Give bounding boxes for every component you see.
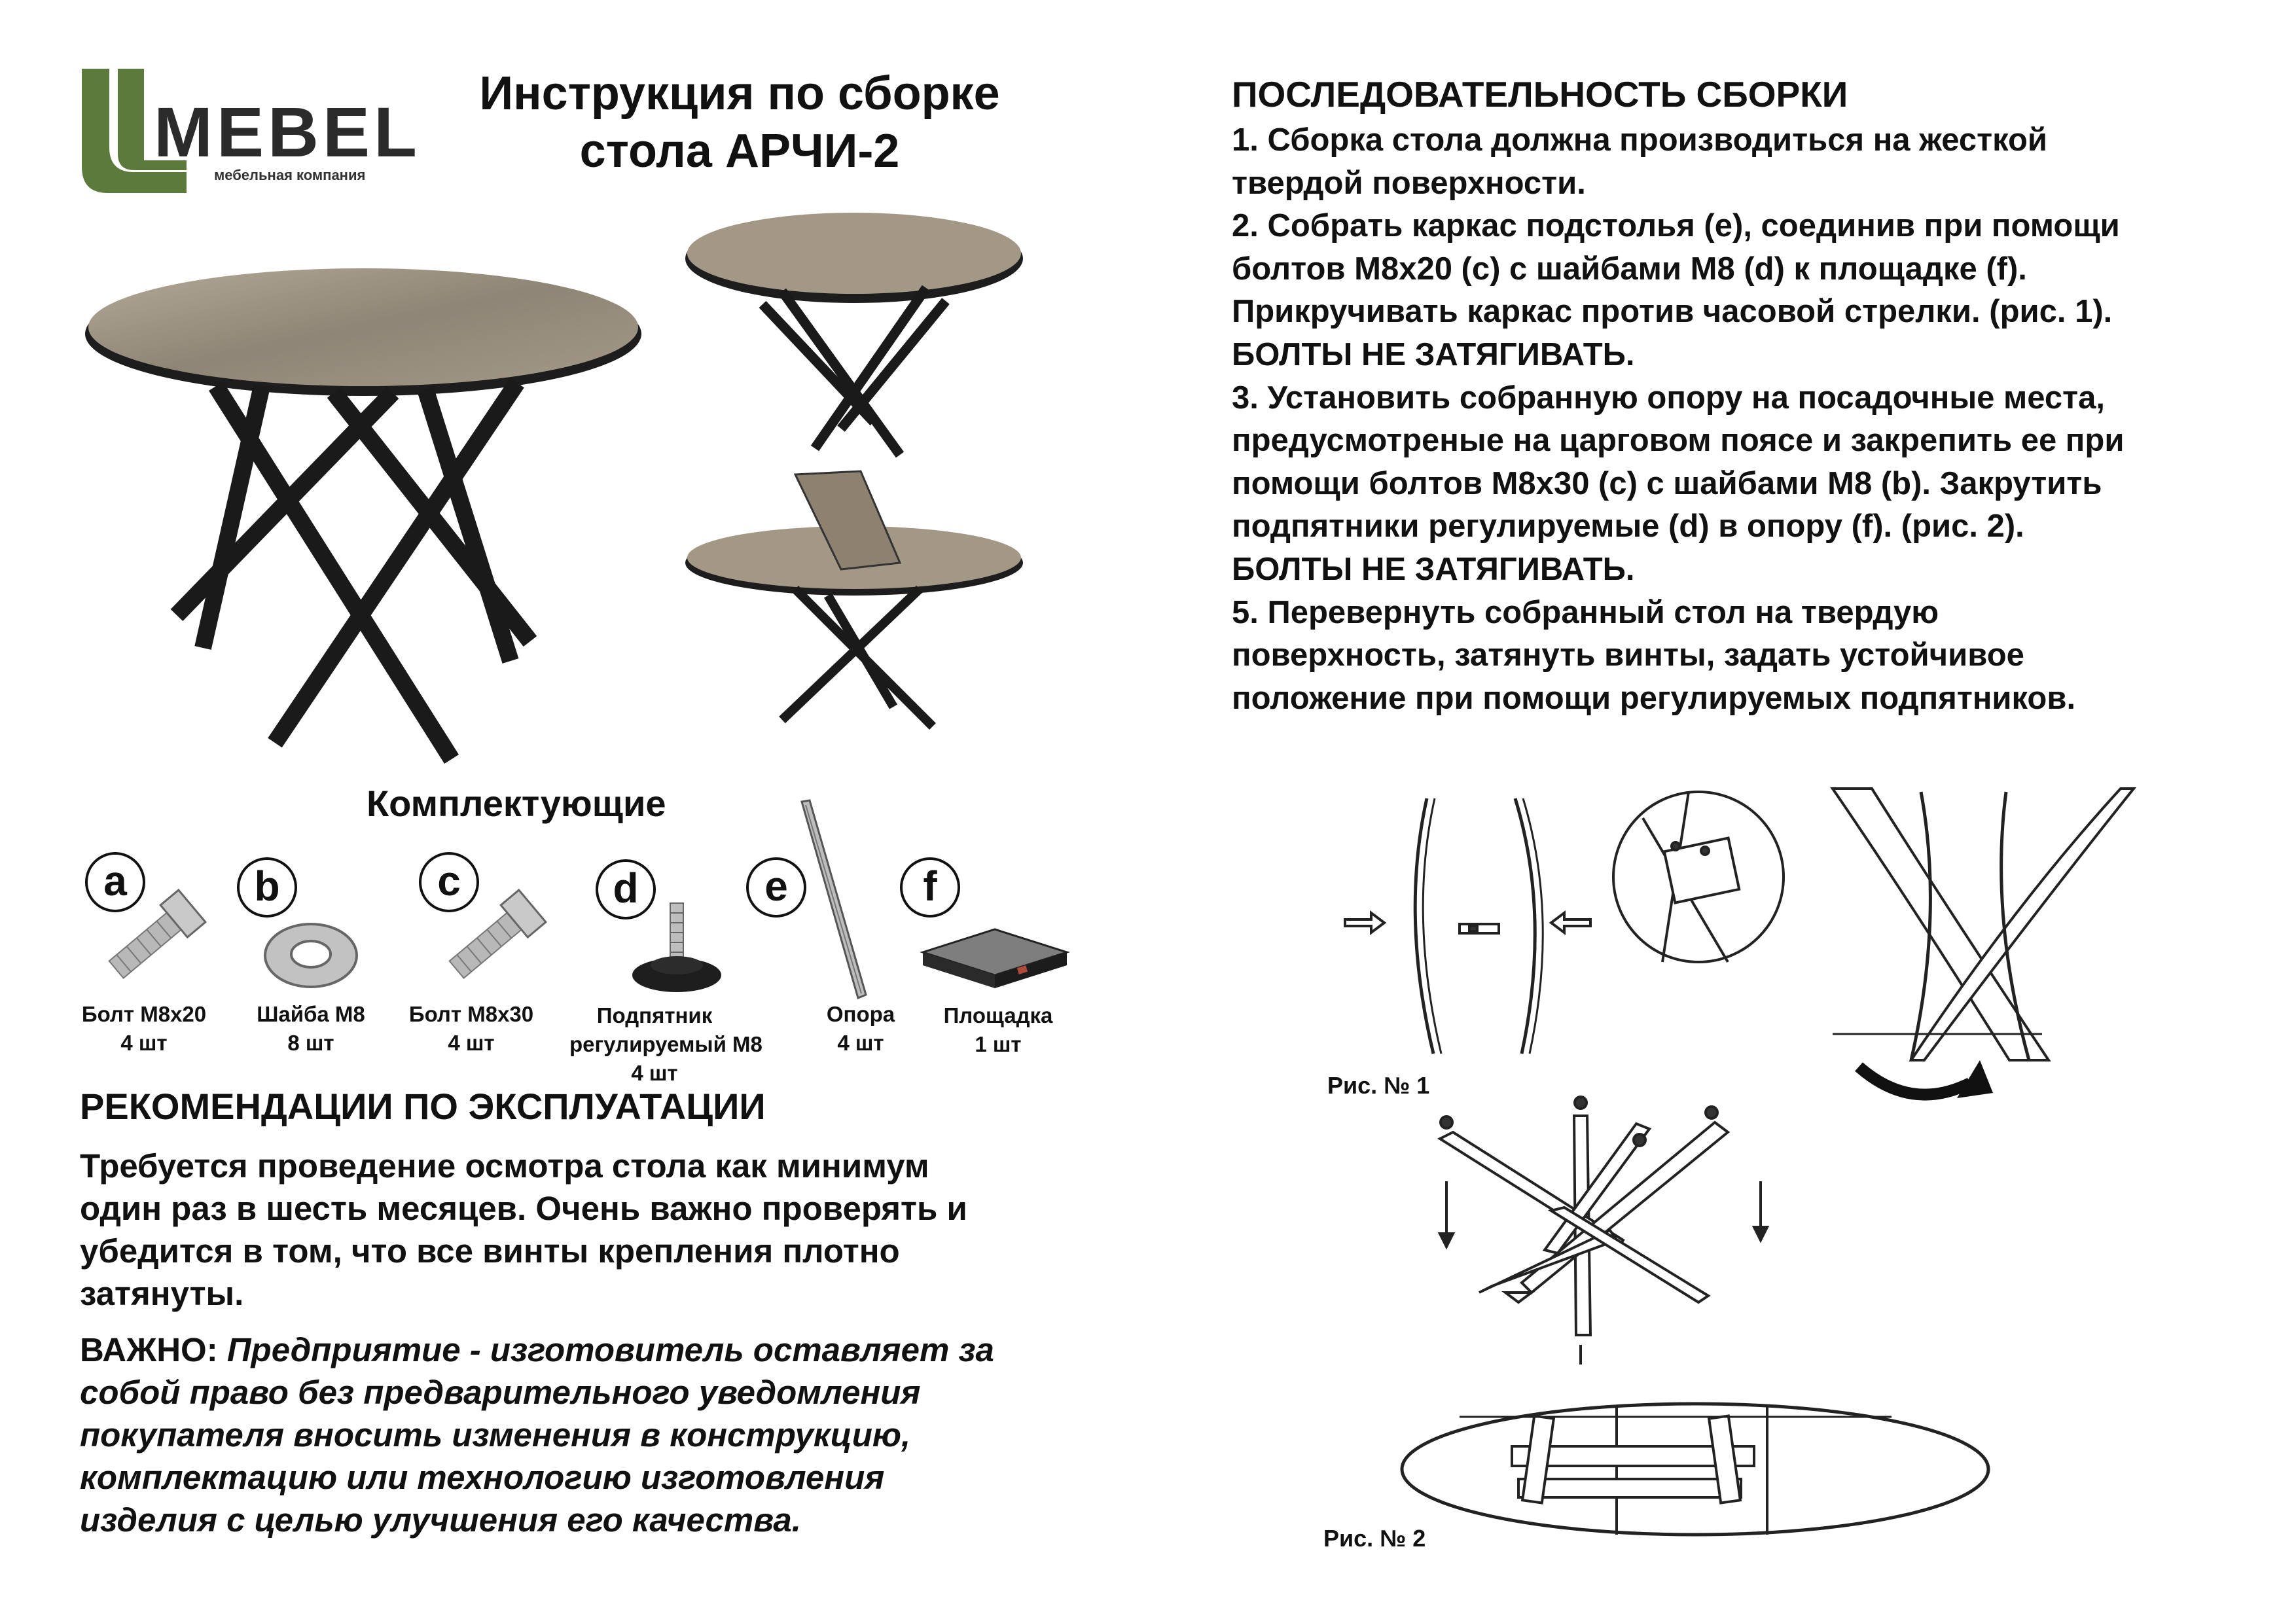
- part-e-qty: 4 шт: [837, 1031, 884, 1055]
- table-photo-extended: [684, 471, 1024, 733]
- part-a-label: [72, 1000, 216, 1058]
- plate-icon: [920, 926, 1070, 991]
- part-d-label: [569, 1001, 762, 1088]
- part-e-label: [805, 1000, 916, 1058]
- recommendations-body: [80, 1145, 1062, 1315]
- part-b-letter: b: [237, 857, 297, 918]
- brand-name: MEBEL: [154, 92, 421, 171]
- recommendations-line: один раз в шесть месяцев. Очень важно проверять и: [80, 1190, 967, 1227]
- important-label: ВАЖНО:: [80, 1331, 218, 1368]
- recommendations-heading: РЕКОМЕНДАЦИИ ПО ЭКСПЛУАТАЦИИ: [80, 1086, 766, 1127]
- part-b-label: [239, 1000, 383, 1058]
- part-d-qty: 4 шт: [631, 1061, 678, 1085]
- recommendations-line: Требуется проведение осмотра стола как минимум: [80, 1147, 929, 1185]
- part-d-name-2: регулируемый М8: [569, 1032, 762, 1056]
- recommendations-line: убедится в том, что все винты крепления плотно: [80, 1232, 900, 1270]
- important-line: собой право без предварительного уведомления: [80, 1374, 921, 1411]
- brand-subtitle: мебельная компания: [214, 167, 366, 183]
- assembly-line: БОЛТЫ НЕ ЗАТЯГИВАТЬ.: [1232, 551, 1635, 587]
- bolt-icon: [92, 883, 209, 995]
- assembly-line: Прикручивать каркас против часовой стрелки. (рис. 1).: [1232, 294, 2113, 330]
- figure-2-caption: Рис. № 2: [1323, 1525, 1426, 1552]
- assembly-line: подпятники регулируемые (d) в опору (f). (рис. 2).: [1232, 508, 2024, 544]
- adjustable-foot-icon: [628, 900, 726, 998]
- important-line: Предприятие - изготовитель оставляет за: [226, 1331, 994, 1368]
- assembly-line: помощи болтов М8х30 (с) с шайбами М8 (b). Закрутить: [1232, 465, 2102, 501]
- important-line: покупателя вносить изменения в конструкцию,: [80, 1416, 911, 1454]
- assembly-line: 1. Сборка стола должна производиться на жесткой: [1232, 122, 2048, 158]
- part-c-label: [399, 1000, 543, 1058]
- part-a-name: Болт М8х20: [81, 1002, 207, 1026]
- assembly-line: предусмотреные на царговом поясе и закрепить ее при: [1232, 423, 2125, 459]
- part-e-letter: e: [746, 857, 806, 918]
- assembly-line: поверхность, затянуть винты, задать устойчивое: [1232, 637, 2024, 673]
- assembly-line: болтов М8х20 (с) с шайбами М8 (d) к площадке (f).: [1232, 251, 2027, 287]
- part-b-name: Шайба М8: [257, 1002, 365, 1026]
- assembly-line: 3. Установить собранную опору на посадочные места,: [1232, 380, 2106, 416]
- assembly-line: 5. Перевернуть собранный стол на твердую: [1232, 594, 1939, 630]
- title-line-2: стола АРЧИ-2: [579, 124, 900, 177]
- assembly-steps: [1232, 119, 2253, 720]
- part-d-letter: d: [596, 859, 656, 919]
- leg-icon: [795, 798, 874, 1001]
- table-photo-main: [85, 262, 648, 772]
- title-line-1: Инструкция по сборке: [479, 67, 1000, 120]
- components-heading: Комплектующие: [367, 783, 666, 824]
- part-e-name: Опора: [826, 1002, 895, 1026]
- important-note: [80, 1329, 1075, 1541]
- assembly-line: положение при помощи регулируемых подпятников.: [1232, 680, 2076, 716]
- assembly-heading: ПОСЛЕДОВАТЕЛЬНОСТЬ СБОРКИ: [1232, 74, 1848, 115]
- figure-1-caption: Рис. № 1: [1327, 1072, 1430, 1099]
- part-f-letter: f: [900, 857, 960, 918]
- part-d-name: Подпятник: [596, 1003, 713, 1027]
- recommendations-line: затянуты.: [80, 1275, 244, 1312]
- assembly-line: твердой поверхности.: [1232, 165, 1586, 201]
- washer-icon: [262, 919, 360, 991]
- page-title: [445, 65, 1034, 181]
- important-line: изделия с целью улучшения его качества.: [80, 1501, 801, 1539]
- part-f-qty: 1 шт: [975, 1032, 1022, 1056]
- figure-2-diagram: [1401, 1077, 2121, 1535]
- assembly-line: БОЛТЫ НЕ ЗАТЯГИВАТЬ.: [1232, 336, 1635, 372]
- part-a-letter: a: [85, 852, 145, 912]
- part-c-letter: c: [419, 852, 479, 912]
- bolt-icon: [432, 883, 550, 995]
- important-line: комплектацию или технологию изготовления: [80, 1459, 885, 1496]
- part-c-qty: 4 шт: [448, 1031, 495, 1055]
- part-b-qty: 8 шт: [287, 1031, 334, 1055]
- part-f-name: Площадка: [943, 1003, 1053, 1027]
- part-c-name: Болт М8х30: [408, 1002, 534, 1026]
- assembly-line: 2. Собрать каркас подстолья (е), соединив при помощи: [1232, 208, 2120, 244]
- figure-1-diagram: [1335, 785, 2147, 1093]
- part-f-label: [923, 1001, 1073, 1059]
- table-photo-oval: [684, 213, 1024, 461]
- part-a-qty: 4 шт: [120, 1031, 168, 1055]
